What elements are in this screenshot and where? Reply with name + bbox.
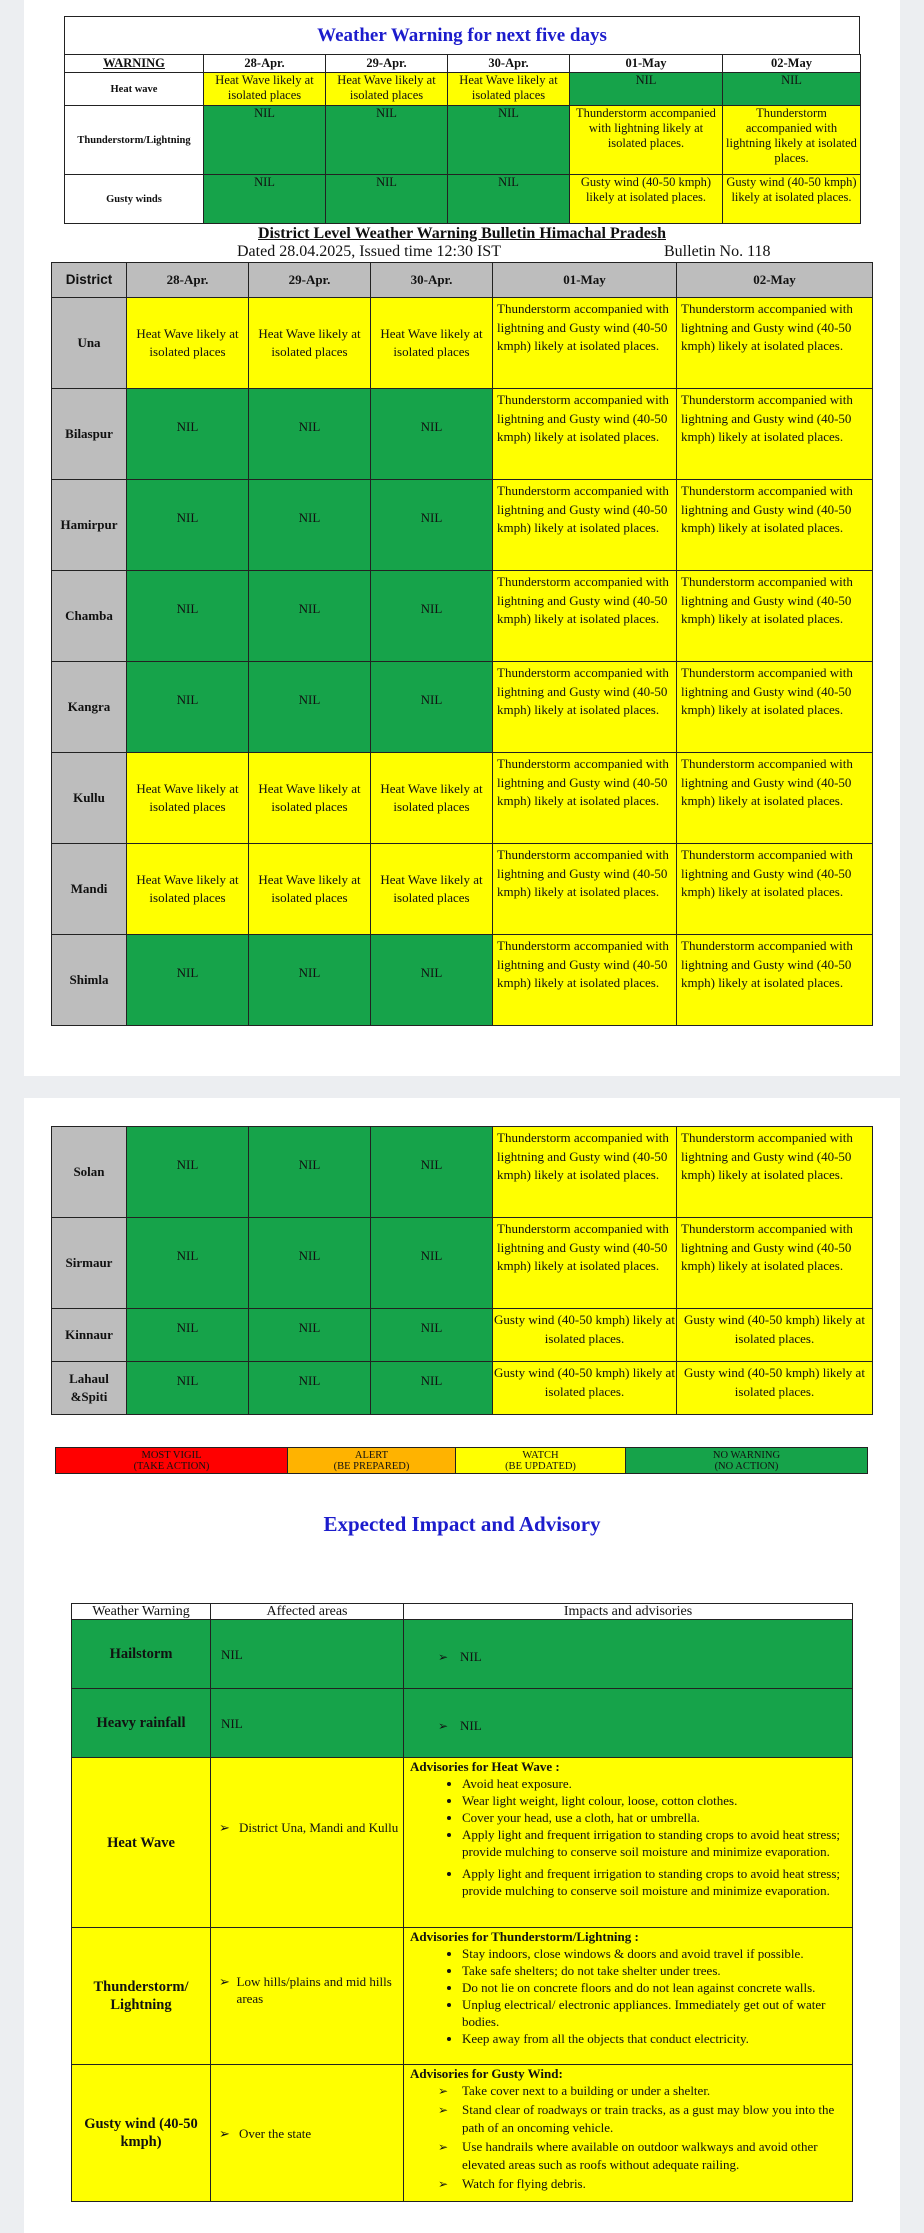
arrow-bullet-icon: ➢ bbox=[438, 1650, 449, 1664]
legend-sublabel: (BE PREPARED) bbox=[333, 1460, 410, 1472]
advisory-area-text: District Una, Mandi and Kullu bbox=[239, 1819, 399, 1835]
district-warning-cell: NIL bbox=[371, 1127, 493, 1218]
advisory-item: • Apply light and frequent irrigation to standing crops to avoid heat stress; provide mulching to conserve soil moisture and minimize evaporation. bbox=[462, 1865, 852, 1899]
advisory-warning-type: Gusty wind (40-50 kmph) bbox=[72, 2065, 211, 2202]
district-warning-cell: Thunderstorm accompanied with lightning and Gusty wind (40-50 kmph) likely at isolated places. bbox=[493, 844, 677, 935]
advisory-impacts bbox=[404, 1620, 853, 1689]
district-header-day: 28-Apr. bbox=[127, 263, 249, 298]
district-row bbox=[52, 1127, 873, 1218]
advisory-item: • Cover your head, use a cloth, hat or umbrella. bbox=[462, 1809, 852, 1826]
district-row bbox=[52, 753, 873, 844]
advisory-area-text: Over the state bbox=[239, 2125, 312, 2141]
advisory-affected-area bbox=[211, 2065, 404, 2202]
advisory-warning-type: Heat Wave bbox=[72, 1758, 211, 1928]
district-name: Bilaspur bbox=[52, 389, 127, 480]
bulletin-page-1 bbox=[24, 0, 900, 1076]
summary-row-label: Heat wave bbox=[65, 73, 204, 106]
district-name: Hamirpur bbox=[52, 480, 127, 571]
district-warning-cell: Heat Wave likely at isolated places bbox=[127, 844, 249, 935]
district-name: Kullu bbox=[52, 753, 127, 844]
advisory-affected-area: NIL bbox=[211, 1620, 404, 1689]
legend-alert bbox=[288, 1448, 456, 1474]
bulletin-dated: Dated 28.04.2025, Issued time 12:30 IST bbox=[237, 243, 501, 260]
summary-cell: Heat Wave likely at isolated places bbox=[448, 73, 570, 106]
district-row bbox=[52, 662, 873, 753]
advisory-header-impacts: Impacts and advisories bbox=[404, 1604, 853, 1620]
district-warning-cell: Thunderstorm accompanied with lightning and Gusty wind (40-50 kmph) likely at isolated places. bbox=[677, 935, 873, 1026]
district-warning-cell: Thunderstorm accompanied with lightning and Gusty wind (40-50 kmph) likely at isolated places. bbox=[493, 1218, 677, 1309]
district-warning-cell: Thunderstorm accompanied with lightning and Gusty wind (40-50 kmph) likely at isolated places. bbox=[677, 662, 873, 753]
summary-header-day: 30-Apr. bbox=[448, 55, 570, 73]
district-row bbox=[52, 1218, 873, 1309]
district-warning-cell: Heat Wave likely at isolated places bbox=[127, 753, 249, 844]
district-warning-table-continued bbox=[51, 1126, 873, 1415]
district-warning-cell: NIL bbox=[249, 1127, 371, 1218]
district-header-row bbox=[52, 263, 873, 298]
advisory-item: • Unplug electrical/ electronic appliances. Immediately get out of water bodies. bbox=[462, 1996, 852, 2030]
bulletin-title: District Level Weather Warning Bulletin Himachal Pradesh bbox=[258, 225, 666, 242]
district-warning-cell: NIL bbox=[371, 480, 493, 571]
summary-row-label: Thunderstorm/Lightning bbox=[65, 106, 204, 175]
district-name: Kinnaur bbox=[52, 1309, 127, 1362]
arrow-bullet-icon: ➢ bbox=[438, 1719, 449, 1733]
advisory-item: • Keep away from all the objects that conduct electricity. bbox=[462, 2030, 852, 2047]
district-name: Shimla bbox=[52, 935, 127, 1026]
district-warning-cell: NIL bbox=[249, 480, 371, 571]
summary-cell: NIL bbox=[204, 106, 326, 175]
advisory-row-gusty-wind bbox=[72, 2065, 853, 2202]
legend-sublabel: (NO ACTION) bbox=[714, 1460, 779, 1472]
district-warning-cell: NIL bbox=[249, 662, 371, 753]
district-row bbox=[52, 480, 873, 571]
district-warning-cell: NIL bbox=[249, 1362, 371, 1415]
advisory-impacts bbox=[404, 1689, 853, 1758]
advisory-item: ➢ Use handrails where available on outdoor walkways and avoid other elevated areas such as roofs without adequate railing. bbox=[438, 2138, 852, 2175]
summary-cell: Heat Wave likely at isolated places bbox=[204, 73, 326, 106]
district-warning-cell: NIL bbox=[371, 935, 493, 1026]
district-warning-cell: Thunderstorm accompanied with lightning and Gusty wind (40-50 kmph) likely at isolated places. bbox=[493, 753, 677, 844]
district-warning-cell: NIL bbox=[371, 1362, 493, 1415]
summary-cell: NIL bbox=[448, 106, 570, 175]
advisory-row-thunderstorm bbox=[72, 1928, 853, 2065]
advisory-item: • Avoid heat exposure. bbox=[462, 1775, 852, 1792]
district-row bbox=[52, 298, 873, 389]
district-warning-cell: Thunderstorm accompanied with lightning and Gusty wind (40-50 kmph) likely at isolated places. bbox=[493, 389, 677, 480]
district-warning-cell: NIL bbox=[249, 571, 371, 662]
advisory-item: • Stay indoors, close windows & doors and avoid travel if possible. bbox=[462, 1945, 852, 1962]
district-warning-cell: NIL bbox=[371, 571, 493, 662]
legend-watch bbox=[456, 1448, 626, 1474]
summary-header-day: 29-Apr. bbox=[326, 55, 448, 73]
district-warning-cell: NIL bbox=[249, 1218, 371, 1309]
advisory-affected-area bbox=[211, 1928, 404, 2065]
summary-header-day: 28-Apr. bbox=[204, 55, 326, 73]
district-row bbox=[52, 844, 873, 935]
advisory-item: ➢ Watch for flying debris. bbox=[438, 2175, 852, 2194]
district-row bbox=[52, 1309, 873, 1362]
summary-cell: Gusty wind (40-50 kmph) likely at isolated places. bbox=[723, 175, 861, 224]
advisory-item: • Apply light and frequent irrigation to standing crops to avoid heat stress; provide mulching to conserve soil moisture and minimize evaporation. bbox=[462, 1826, 852, 1860]
advisory-impacts bbox=[404, 1928, 853, 2065]
district-warning-cell: Thunderstorm accompanied with lightning and Gusty wind (40-50 kmph) likely at isolated places. bbox=[677, 1127, 873, 1218]
impact-advisory-table bbox=[71, 1603, 853, 2202]
advisory-item: NIL bbox=[460, 1649, 482, 1664]
summary-cell: NIL bbox=[570, 73, 723, 106]
advisory-list bbox=[404, 2082, 852, 2193]
advisory-item: • Do not lie on concrete floors and do not lean against concrete walls. bbox=[462, 1979, 852, 1996]
district-warning-cell: Thunderstorm accompanied with lightning and Gusty wind (40-50 kmph) likely at isolated places. bbox=[677, 753, 873, 844]
district-header-day: 30-Apr. bbox=[371, 263, 493, 298]
summary-cell: NIL bbox=[326, 106, 448, 175]
district-row bbox=[52, 935, 873, 1026]
advisory-item: ➢ Take cover next to a building or under a shelter. bbox=[438, 2082, 852, 2101]
district-warning-cell: NIL bbox=[127, 935, 249, 1026]
district-header-label: District bbox=[52, 263, 127, 298]
district-warning-table bbox=[51, 262, 873, 1026]
district-warning-cell: NIL bbox=[127, 1362, 249, 1415]
district-row bbox=[52, 1362, 873, 1415]
advisory-row-heat-wave bbox=[72, 1758, 853, 1928]
advisory-item: ➢ Stand clear of roadways or train tracks, as a gust may blow you into the path of an oncoming vehicle. bbox=[438, 2101, 852, 2138]
district-name: Kangra bbox=[52, 662, 127, 753]
summary-row-heat-wave bbox=[65, 73, 861, 106]
summary-header-row bbox=[65, 55, 861, 73]
district-warning-cell: NIL bbox=[249, 1309, 371, 1362]
summary-cell: Thunderstorm accompanied with lightning likely at isolated places. bbox=[723, 106, 861, 175]
advisory-header-warning: Weather Warning bbox=[72, 1604, 211, 1620]
warning-color-legend bbox=[55, 1447, 868, 1474]
district-warning-cell: Gusty wind (40-50 kmph) likely at isolated places. bbox=[493, 1309, 677, 1362]
advisory-heading: Advisories for Thunderstorm/Lightning : bbox=[410, 1929, 639, 1944]
advisory-list bbox=[404, 1775, 852, 1899]
district-warning-cell: NIL bbox=[371, 1309, 493, 1362]
legend-no-warning bbox=[626, 1448, 868, 1474]
legend-sublabel: (BE UPDATED) bbox=[505, 1460, 576, 1472]
district-warning-cell: Thunderstorm accompanied with lightning and Gusty wind (40-50 kmph) likely at isolated places. bbox=[493, 571, 677, 662]
summary-title: Weather Warning for next five days bbox=[64, 16, 860, 54]
advisory-heading: Advisories for Heat Wave : bbox=[410, 1759, 560, 1774]
five-day-summary-table bbox=[64, 54, 861, 224]
district-warning-cell: Heat Wave likely at isolated places bbox=[127, 298, 249, 389]
district-warning-cell: Thunderstorm accompanied with lightning and Gusty wind (40-50 kmph) likely at isolated places. bbox=[677, 844, 873, 935]
district-warning-cell: NIL bbox=[127, 1218, 249, 1309]
district-warning-cell: Thunderstorm accompanied with lightning and Gusty wind (40-50 kmph) likely at isolated places. bbox=[677, 389, 873, 480]
district-name: Una bbox=[52, 298, 127, 389]
district-name: Lahaul &Spiti bbox=[52, 1362, 127, 1415]
bulletin-page-2 bbox=[24, 1098, 900, 2233]
district-warning-cell: Thunderstorm accompanied with lightning and Gusty wind (40-50 kmph) likely at isolated places. bbox=[677, 480, 873, 571]
district-warning-cell: NIL bbox=[127, 389, 249, 480]
legend-label: NO WARNING bbox=[712, 1449, 781, 1461]
advisory-header-areas: Affected areas bbox=[211, 1604, 404, 1620]
advisory-row-heavy-rainfall bbox=[72, 1689, 853, 1758]
district-warning-cell: Thunderstorm accompanied with lightning and Gusty wind (40-50 kmph) likely at isolated places. bbox=[677, 298, 873, 389]
advisory-warning-type: Heavy rainfall bbox=[72, 1689, 211, 1758]
district-warning-cell: Heat Wave likely at isolated places bbox=[249, 298, 371, 389]
advisory-area-text: Low hills/plains and mid hills areas bbox=[236, 1974, 392, 2006]
district-warning-cell: Thunderstorm accompanied with lightning and Gusty wind (40-50 kmph) likely at isolated places. bbox=[493, 298, 677, 389]
district-warning-cell: Heat Wave likely at isolated places bbox=[371, 753, 493, 844]
summary-row-thunderstorm bbox=[65, 106, 861, 175]
summary-cell: NIL bbox=[448, 175, 570, 224]
advisory-heading: Advisories for Gusty Wind: bbox=[410, 2066, 563, 2081]
district-name: Mandi bbox=[52, 844, 127, 935]
advisory-affected-area: NIL bbox=[211, 1689, 404, 1758]
district-warning-cell: NIL bbox=[127, 480, 249, 571]
advisory-header-row bbox=[72, 1604, 853, 1620]
advisory-item: NIL bbox=[460, 1718, 482, 1733]
advisory-warning-type: Hailstorm bbox=[72, 1620, 211, 1689]
district-warning-cell: Thunderstorm accompanied with lightning and Gusty wind (40-50 kmph) likely at isolated places. bbox=[493, 480, 677, 571]
summary-cell: Thunderstorm accompanied with lightning likely at isolated places. bbox=[570, 106, 723, 175]
district-warning-cell: NIL bbox=[371, 389, 493, 480]
advisory-impacts bbox=[404, 2065, 853, 2202]
district-warning-cell: NIL bbox=[127, 571, 249, 662]
district-name: Sirmaur bbox=[52, 1218, 127, 1309]
district-warning-cell: Gusty wind (40-50 kmph) likely at isolated places. bbox=[677, 1309, 873, 1362]
advisory-row-hailstorm bbox=[72, 1620, 853, 1689]
district-warning-cell: Heat Wave likely at isolated places bbox=[249, 753, 371, 844]
legend-label: WATCH bbox=[522, 1449, 559, 1461]
advisory-list bbox=[404, 1945, 852, 2047]
legend-most-vigil bbox=[56, 1448, 288, 1474]
summary-row-gusty-winds bbox=[65, 175, 861, 224]
arrow-bullet-icon: ➢ bbox=[219, 1819, 230, 1835]
legend-label: MOST VIGIL bbox=[141, 1449, 202, 1461]
arrow-bullet-icon: ➢ bbox=[219, 1974, 230, 1989]
district-warning-cell: Gusty wind (40-50 kmph) likely at isolated places. bbox=[677, 1362, 873, 1415]
district-warning-cell: NIL bbox=[127, 1127, 249, 1218]
legend-label: ALERT bbox=[354, 1449, 389, 1461]
district-name: Solan bbox=[52, 1127, 127, 1218]
district-warning-cell: Thunderstorm accompanied with lightning and Gusty wind (40-50 kmph) likely at isolated places. bbox=[493, 662, 677, 753]
district-warning-cell: NIL bbox=[127, 1309, 249, 1362]
summary-cell: NIL bbox=[723, 73, 861, 106]
district-row bbox=[52, 389, 873, 480]
advisory-affected-area bbox=[211, 1758, 404, 1928]
district-warning-cell: Thunderstorm accompanied with lightning and Gusty wind (40-50 kmph) likely at isolated places. bbox=[677, 571, 873, 662]
district-warning-cell: Thunderstorm accompanied with lightning and Gusty wind (40-50 kmph) likely at isolated places. bbox=[493, 935, 677, 1026]
advisory-warning-type: Thunderstorm/ Lightning bbox=[72, 1928, 211, 2065]
district-header-day: 29-Apr. bbox=[249, 263, 371, 298]
district-warning-cell: NIL bbox=[127, 662, 249, 753]
district-row bbox=[52, 571, 873, 662]
bulletin-number: Bulletin No. 118 bbox=[664, 243, 771, 260]
summary-cell: Heat Wave likely at isolated places bbox=[326, 73, 448, 106]
summary-header-day: 01-May bbox=[570, 55, 723, 73]
advisory-item: • Wear light weight, light colour, loose, cotton clothes. bbox=[462, 1792, 852, 1809]
district-warning-cell: NIL bbox=[249, 389, 371, 480]
summary-header-warning: WARNING bbox=[65, 55, 204, 73]
summary-cell: Gusty wind (40-50 kmph) likely at isolated places. bbox=[570, 175, 723, 224]
district-warning-cell: Heat Wave likely at isolated places bbox=[371, 844, 493, 935]
district-header-day: 01-May bbox=[493, 263, 677, 298]
district-warning-cell: Heat Wave likely at isolated places bbox=[249, 844, 371, 935]
summary-cell: NIL bbox=[326, 175, 448, 224]
summary-header-day: 02-May bbox=[723, 55, 861, 73]
impact-advisory-title: Expected Impact and Advisory bbox=[323, 1512, 601, 1536]
district-header-day: 02-May bbox=[677, 263, 873, 298]
summary-row-label: Gusty winds bbox=[65, 175, 204, 224]
arrow-bullet-icon: ➢ bbox=[219, 2125, 230, 2141]
summary-cell: NIL bbox=[204, 175, 326, 224]
district-warning-cell: NIL bbox=[371, 1218, 493, 1309]
district-warning-cell: NIL bbox=[371, 662, 493, 753]
advisory-item: • Take safe shelters; do not take shelter under trees. bbox=[462, 1962, 852, 1979]
legend-sublabel: (TAKE ACTION) bbox=[133, 1460, 210, 1472]
district-warning-cell: Thunderstorm accompanied with lightning and Gusty wind (40-50 kmph) likely at isolated places. bbox=[677, 1218, 873, 1309]
advisory-impacts bbox=[404, 1758, 853, 1928]
district-warning-cell: Heat Wave likely at isolated places bbox=[371, 298, 493, 389]
district-name: Chamba bbox=[52, 571, 127, 662]
district-warning-cell: NIL bbox=[249, 935, 371, 1026]
district-warning-cell: Gusty wind (40-50 kmph) likely at isolated places. bbox=[493, 1362, 677, 1415]
district-warning-cell: Thunderstorm accompanied with lightning and Gusty wind (40-50 kmph) likely at isolated places. bbox=[493, 1127, 677, 1218]
